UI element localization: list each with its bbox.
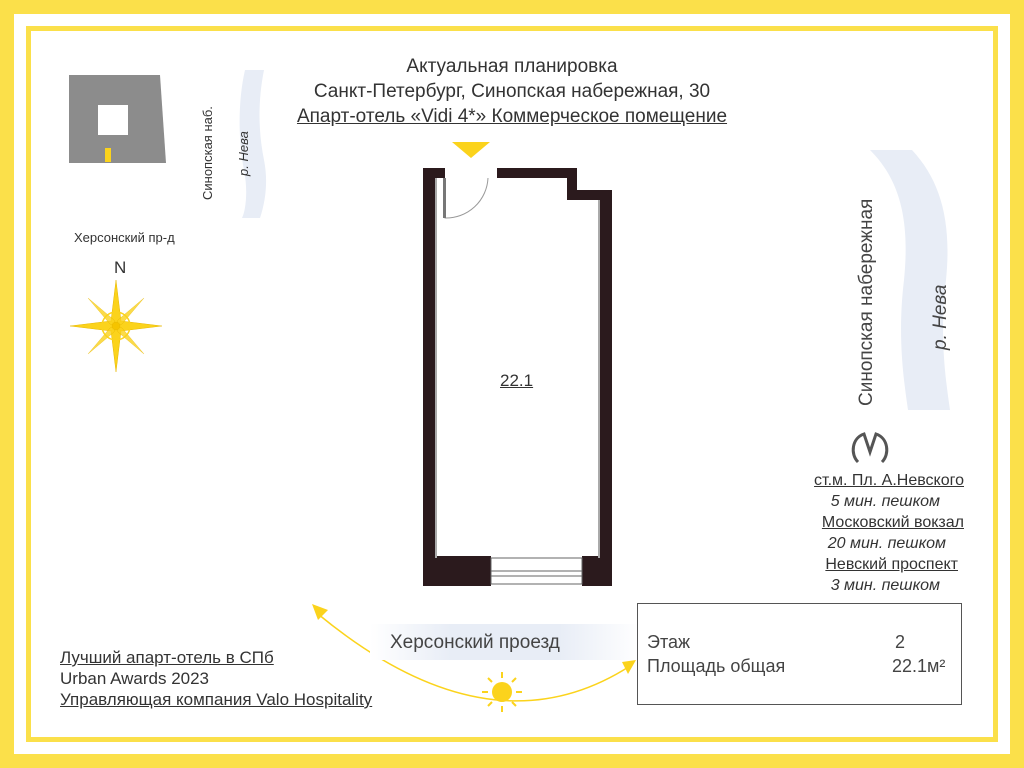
floor-value: 2	[895, 632, 906, 652]
area-total-label: Площадь общая	[647, 656, 786, 676]
header-object: Апарт-отель «Vidi 4*» Коммерческое помещение	[296, 106, 728, 127]
street-below-label: Херсонский проезд	[390, 632, 560, 653]
room-area-label: 22.1	[500, 371, 534, 390]
header-address: Санкт-Петербург, Синопская набережная, 30	[313, 81, 711, 102]
sun-icon	[482, 672, 522, 712]
header-title: Актуальная планировка	[406, 56, 618, 77]
right-river-label: р. Нева	[930, 284, 951, 350]
compass-rose-icon	[68, 278, 164, 374]
sun-path-start-arrow-icon	[312, 604, 328, 620]
transport-place-1: ст.м. Пл. А.Невского	[814, 472, 964, 489]
mini-street-horizontal: Херсонский пр-д	[74, 230, 175, 245]
unit-marker	[105, 148, 111, 162]
award-year-line: Urban Awards 2023	[60, 669, 210, 688]
metro-logo-icon	[850, 430, 890, 466]
floor-label: Этаж	[647, 632, 691, 652]
transport-place-2: Московский вокзал	[821, 514, 964, 531]
management-company-line: Управляющая компания Valo Hospitality	[60, 690, 373, 709]
compass-north-label: N	[114, 258, 127, 277]
courtyard	[98, 105, 128, 135]
right-street-label: Синопская набережная	[856, 198, 877, 406]
door-swing	[445, 178, 488, 218]
area-total-value: 22.1м²	[892, 656, 946, 676]
entrance-arrow-icon	[452, 142, 490, 158]
award-line: Лучший апарт-отель в СПб	[60, 648, 274, 667]
transport-place-3: Невский проспект	[825, 556, 958, 573]
sun-path-end-arrow-icon	[622, 660, 636, 674]
mini-river-label: р. Нева	[236, 131, 251, 176]
transport-time-2: 20 мин. пешком	[827, 535, 946, 552]
transport-time-1: 5 мин. пешком	[830, 493, 940, 510]
transport-time-3: 3 мин. пешком	[830, 577, 940, 594]
floor-plan	[410, 138, 630, 598]
info-box	[637, 603, 962, 705]
mini-street-vertical: Синопская наб.	[200, 106, 215, 200]
